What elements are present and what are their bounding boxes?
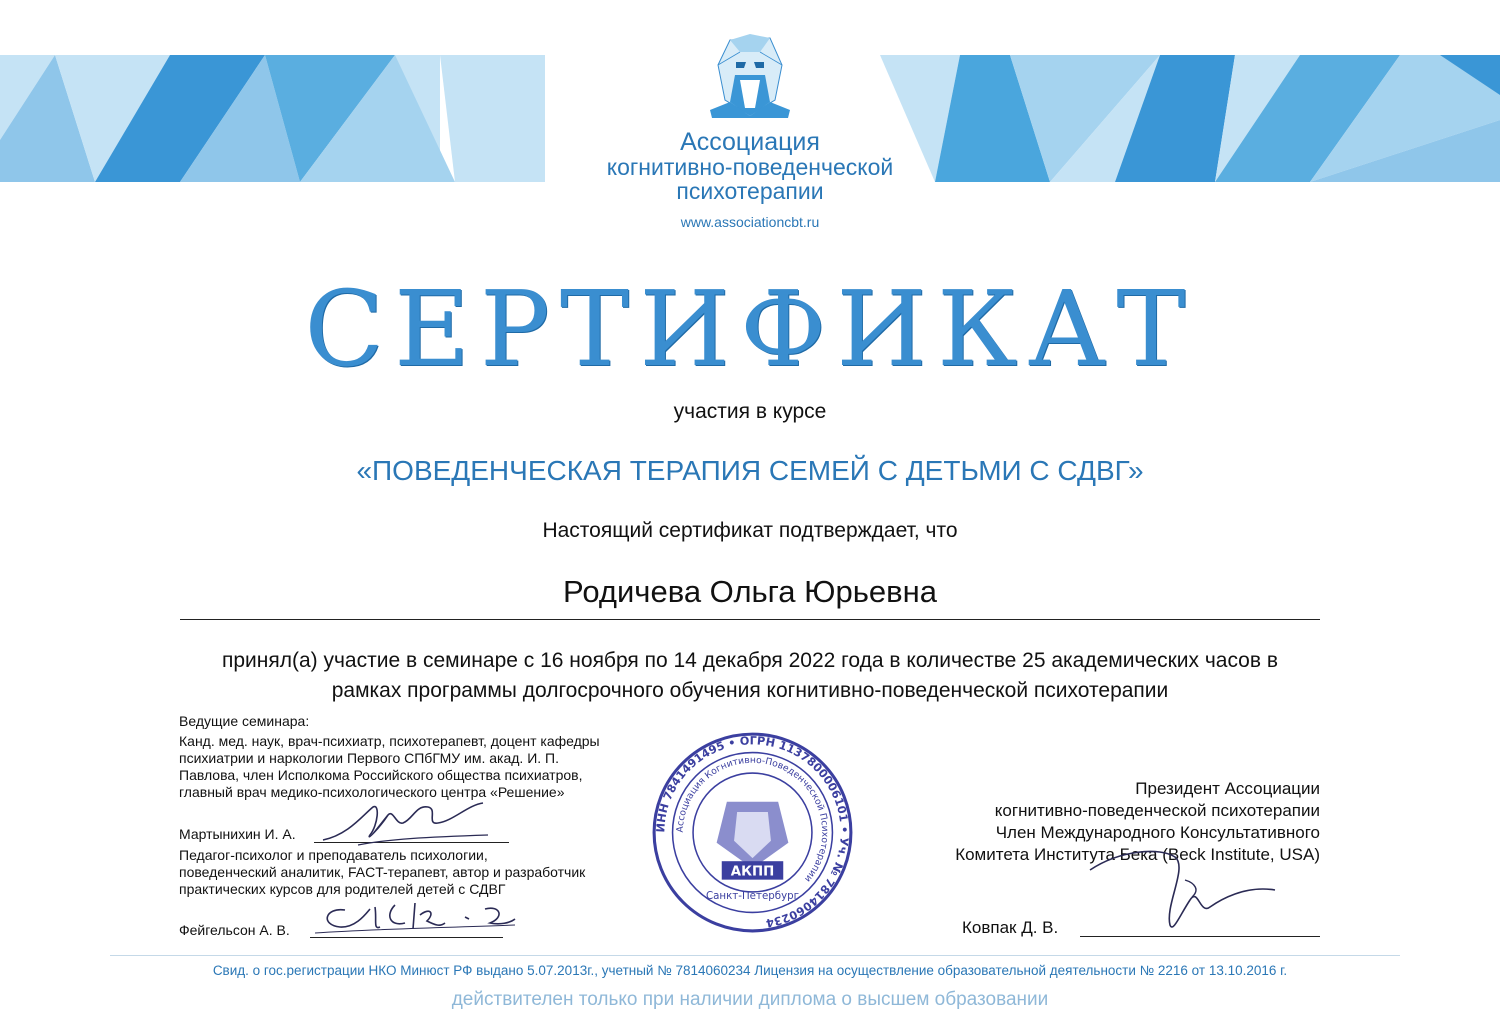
leader2-signature-icon (315, 895, 520, 940)
leader1-bio-line: психиатрии и наркологии Первого СПбГМУ им. акад. И. П. (179, 750, 559, 766)
leader2-bio-line: Педагог-психолог и преподаватель психологии, (179, 847, 488, 863)
footer-registration: Свид. о гос.регистрации НКО Минюст РФ выдано 5.07.2013г., учетный № 7814060234 Лицензия на осуществление образовательной деятельности № 2216 от 13.10.2016 г. (212, 963, 1288, 978)
participation-details-line2: рамках программы долгосрочного обучения когнитивно-поведенческой психотерапии (331, 679, 1169, 702)
course-title: «ПОВЕДЕНЧЕСКАЯ ТЕРАПИЯ СЕМЕЙ С ДЕТЬМИ С СДВГ» (356, 455, 1144, 486)
stamp-org-text: Ассоциация Когнитивно-Поведенческой Психотерапии (674, 754, 831, 885)
leader1-signature-icon (318, 795, 498, 855)
leader1-bio-line: Павлова, член Исполкома Российского общества психиатров, (179, 767, 583, 783)
stamp-abbr: АКПП (730, 864, 775, 880)
stamp-city: Санкт-Петербург (705, 890, 800, 903)
footer-validity: действителен только при наличии диплома о высшем образовании (451, 989, 1049, 1010)
leader1-bio-line: Канд. мед. наук, врач-психиатр, психотерапевт, доцент кафедры (179, 733, 600, 749)
organization-name-line1: Ассоциация (680, 128, 820, 156)
organization-website: www.associationcbt.ru (680, 214, 820, 230)
leader2-name: Фейгельсон А. В. (179, 922, 290, 938)
leader2-bio-line: поведенческий аналитик, FACT-терапевт, автор и разработчик (179, 864, 586, 880)
leader2-bio-line: практических курсов для родителей детей с СДВГ (179, 881, 506, 897)
confirmation-text: Настоящий сертификат подтверждает, что (542, 519, 958, 542)
president-title-line: Член Международного Консультативного (995, 823, 1320, 842)
president-signature-line (1080, 936, 1320, 937)
pavlov-portrait-logo-icon (700, 30, 800, 120)
leader1-bio-line: главный врач медико-психологического центра «Решение» (179, 784, 565, 800)
recipient-underline (180, 619, 1320, 620)
president-signature-icon (1070, 845, 1280, 935)
president-title-line: когнитивно-поведенческой психотерапии (994, 801, 1320, 820)
leaders-heading: Ведущие семинара: (179, 713, 310, 729)
certificate-subtitle: участия в курсе (673, 400, 827, 423)
recipient-name: Родичева Ольга Юрьевна (563, 574, 937, 609)
president-name: Ковпак Д. В. (962, 918, 1059, 937)
organization-name-line2: когнитивно-поведенческой (606, 154, 894, 180)
participation-details-line1: принял(а) участие в семинаре с 16 ноября по 14 декабря 2022 года в количестве 25 академических часов в (221, 649, 1279, 672)
leader1-name: Мартынихин И. А. (179, 826, 296, 842)
organization-name-line3: психотерапии (676, 178, 824, 204)
footer-divider (110, 955, 1400, 956)
leader1-bio (179, 733, 679, 801)
president-title-line: Президент Ассоциации (1135, 779, 1320, 798)
president-title-line: Комитета Института Бека (Beck Institute, USA) (955, 845, 1320, 864)
certificate-title: СЕРТИФИКАТ (304, 268, 1196, 390)
stamp-outer-text: ИНН 7841491495 • ОГРН 1137800006101 • Уч. № 7814060234 (654, 734, 851, 930)
